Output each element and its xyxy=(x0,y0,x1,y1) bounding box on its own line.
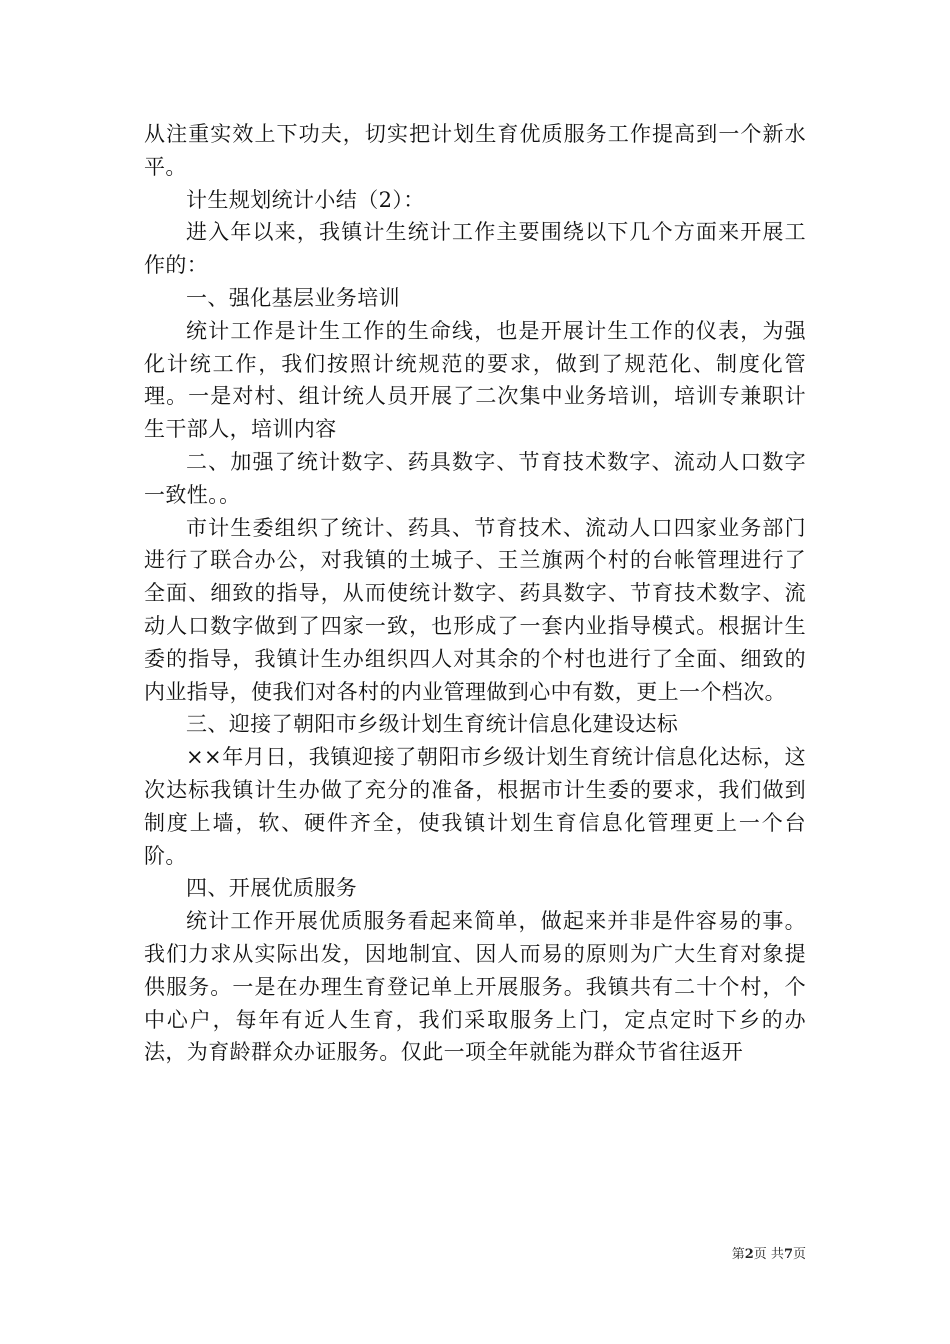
page-number-footer xyxy=(700,1246,806,1264)
paragraph: 进入年以来，我镇计生统计工作主要围绕以下几个方面来开展工作的： xyxy=(144,220,806,278)
paragraph: 统计工作是计生工作的生命线，也是开展计生工作的仪表，为强化计统工作，我们按照计统规范的要求，做到了规范化、制度化管理。一是对村、组计统人员开展了二次集中业务培训，培训专兼职计生干部人，培训内容 xyxy=(144,318,806,442)
paragraph: 统计工作开展优质服务看起来简单，做起来并非是件容易的事。我们力求从实际出发，因地制宜、因人而易的原则为广大生育对象提供服务。一是在办理生育登记单上开展服务。我镇共有二十个村，个中心户，每年有近人生育，我们采取服务上门，定点定时下乡的办法，为育龄群众办证服务。仅此一项全年就能为群众节省往返开 xyxy=(144,909,806,1065)
footer-middle: 页 共 xyxy=(753,1247,784,1262)
current-page-number: 2 xyxy=(744,1247,754,1262)
paragraph: 从注重实效上下功夫，切实把计划生育优质服务工作提高到一个新水平。 xyxy=(144,122,806,179)
footer-suffix: 页 xyxy=(792,1247,806,1262)
paragraph: ××年月日，我镇迎接了朝阳市乡级计划生育统计信息化达标，这次达标我镇计生办做了充分的准备，根据市计生委的要求，我们做到制度上墙，软、硬件齐全，使我镇计划生育信息化管理更上一个台阶。 xyxy=(144,745,806,868)
section-heading: 三、迎接了朝阳市乡级计划生育统计信息化建设达标 xyxy=(186,712,679,737)
section-title: 计生规划统计小结（2）： xyxy=(186,187,425,212)
section-heading: 二、加强了统计数字、药具数字、节育技术数字、流动人口数字一致性。。 xyxy=(144,449,806,507)
section-heading: 一、强化基层业务培训 xyxy=(186,285,400,310)
section-heading: 四、开展优质服务 xyxy=(186,876,358,901)
document-body xyxy=(144,118,806,1069)
footer-prefix: 第 xyxy=(731,1247,745,1262)
total-page-number: 7 xyxy=(783,1247,793,1262)
paragraph: 市计生委组织了统计、药具、节育技术、流动人口四家业务部门进行了联合办公，对我镇的土城子、王兰旗两个村的台帐管理进行了全面、细致的指导，从而使统计数字、药具数字、节育技术数字、流动人口数字做到了四家一致，也形成了一套内业指导模式。根据计生委的指导，我镇计生办组织四人对其余的个村也进行了全面、细致的内业指导，使我们对各村的内业管理做到心中有数，更上一个档次。 xyxy=(144,515,806,704)
